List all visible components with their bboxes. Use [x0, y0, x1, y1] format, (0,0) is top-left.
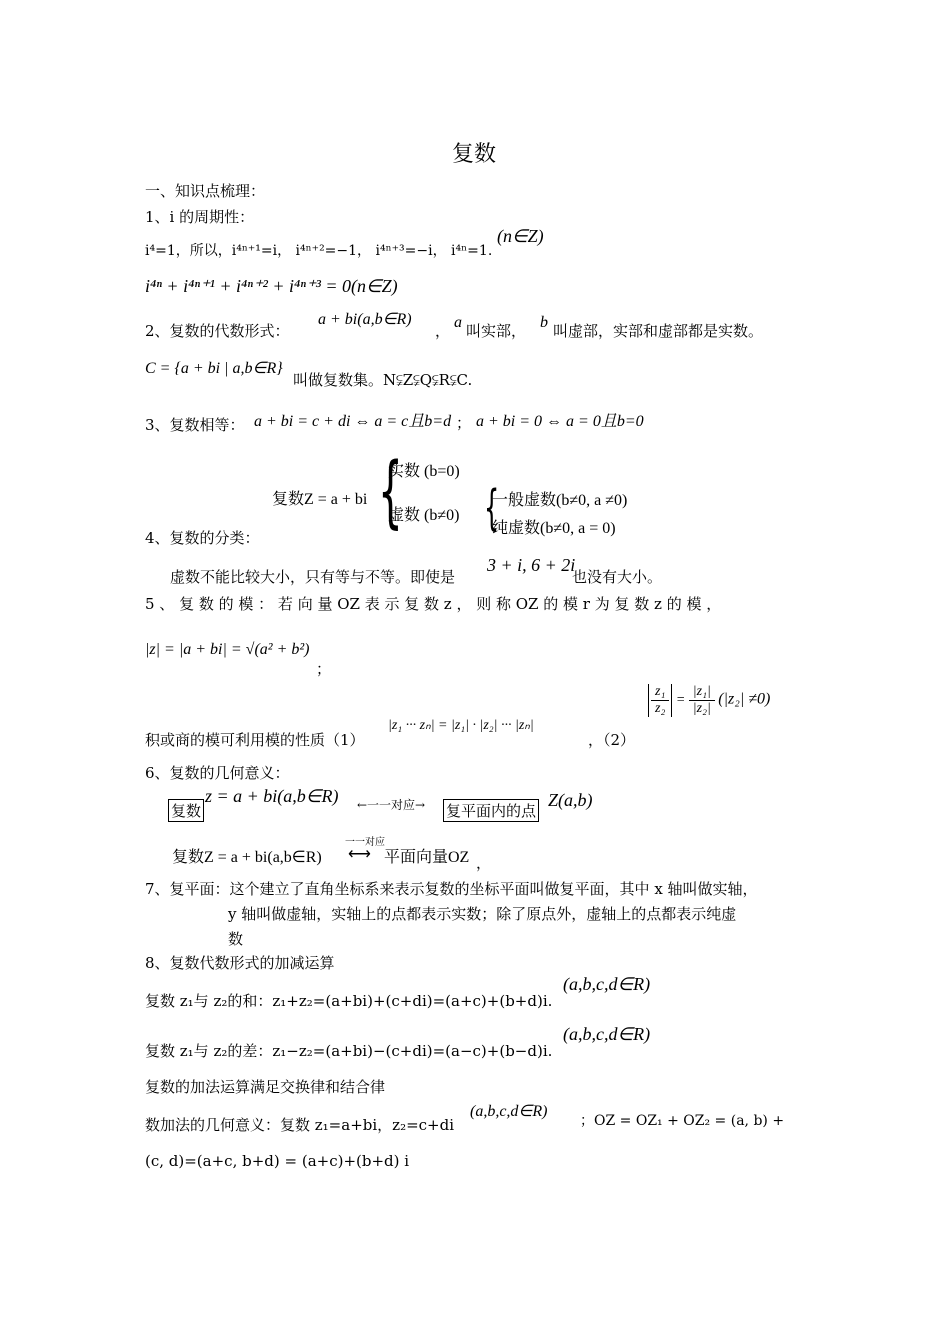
classification-root: 复数Z = a + bi	[272, 491, 368, 508]
modulus-property-2-label: ，（2）	[588, 731, 636, 749]
item-2-a-text: 叫实部，	[466, 322, 527, 340]
geometric-arrow-1: ←一一对应→	[357, 798, 426, 812]
item-2-b: b	[540, 314, 548, 331]
modulus-formula: |z| = |a + bi| = √(a² + b²)	[145, 641, 310, 658]
addition-laws: 复数的加法运算满足交换律和结合律	[145, 1078, 386, 1096]
section-outline: 一、知识点梳理：	[145, 182, 266, 200]
item-6-heading: 6、复数的几何意义：	[145, 764, 290, 782]
geometric-arrow-2-label: 一一对应	[345, 837, 385, 848]
geometric-formula-1: z = a + bi(a,b∈R)	[205, 786, 339, 806]
geometric-point: Z(a,b)	[548, 790, 593, 810]
item-5-text: 5 、 复 数 的 模 ： 若 向 量 OZ 表 示 复 数 z ， 则 称 OZ 的 模 r 为 复 数 z 的 模 ，	[145, 595, 722, 613]
sum-formula: 复数 z₁与 z₂的和：z₁+z₂=(a+bi)+(c+di)=(a+c)+(b+d)i.	[145, 992, 553, 1010]
sum-condition: (a,b,c,d∈R)	[563, 974, 651, 994]
item-3-separator: ；	[456, 414, 472, 432]
classification-general-imag: 一般虚数(b≠0, a ≠0)	[492, 492, 628, 509]
fraction-numerator: z₁	[651, 684, 669, 701]
classification-brace: {	[378, 447, 403, 537]
complex-set-text: 叫做复数集。N⫋Z⫋Q⫋R⫋C.	[293, 371, 473, 389]
item-2-b-text: 叫虚部，实部和虚部都是实数。	[553, 322, 764, 340]
geometric-box-complex: 复数	[168, 799, 204, 822]
complex-set-formula: C = {a + bi | a,b∈R}	[145, 360, 283, 377]
item-1-sum-formula: i⁴ⁿ + i⁴ⁿ⁺¹ + i⁴ⁿ⁺² + i⁴ⁿ⁺³ = 0(n∈Z)	[145, 276, 398, 296]
fraction-right-denominator: |z₂|	[692, 701, 711, 716]
item-4-heading: 4、复数的分类：	[145, 529, 260, 547]
fraction-right-numerator: |z₁|	[689, 684, 715, 701]
item-4-note-a: 虚数不能比较大小，只有等与不等。即使是	[170, 568, 456, 586]
item-7-line-c: 数	[228, 930, 244, 948]
item-7-line-a: 7、复平面：这个建立了直角坐标系来表示复数的坐标平面叫做复平面，其中 x 轴叫做实轴，	[145, 880, 758, 898]
item-4-note-formula: 3 + i, 6 + 2i	[487, 555, 576, 575]
difference-condition: (a,b,c,d∈R)	[563, 1024, 651, 1044]
item-3-prefix: 3、复数相等：	[145, 416, 245, 434]
addition-geometric-condition: (a,b,c,d∈R)	[470, 1103, 548, 1120]
item-7-line-b: y 轴叫做虚轴，实轴上的点都表示实数；除了原点外，虚轴上的点都表示纯虚	[228, 905, 737, 923]
item-4-note-b: 也没有大小。	[572, 568, 663, 586]
classification-sub-brace: {	[484, 480, 500, 536]
item-2-a: a	[454, 314, 462, 331]
item-1-heading: 1、i 的周期性：	[145, 208, 255, 226]
geometric-formula-2: 复数Z = a + bi(a,b∈R)	[172, 849, 322, 866]
fraction-denominator: z₂	[655, 701, 666, 716]
modulus-property-1: |z₁ ··· zₙ| = |z₁| · |z₂| ··· |zₙ|	[388, 718, 534, 733]
addition-geometric-b: (c, d)=(a+c, b+d) = (a+c)+(b+d) i	[145, 1152, 410, 1170]
addition-geometric-vector: ；OZ = OZ₁ + OZ₂ = (a, b) +	[580, 1113, 785, 1129]
item-3-formula-2: a + bi = 0 ⇔ a = 0且b=0	[476, 413, 644, 430]
modulus-property-text: 积或商的模可利用模的性质（1）	[145, 731, 365, 749]
geometric-end: ，	[476, 854, 492, 872]
difference-formula: 复数 z₁与 z₂的差：z₁−z₂=(a+bi)−(c+di)=(a−c)+(b−d)i.	[145, 1042, 553, 1060]
page-title: 复数	[452, 142, 497, 167]
item-3-formula-1: a + bi = c + di ⇔ a = c且b=d	[254, 413, 452, 430]
item-2-formula: a + bi(a,b∈R)	[318, 311, 412, 328]
item-2-comma: ，	[435, 322, 451, 340]
addition-geometric-a: 数加法的几何意义：复数 z₁=a+bi，z₂=c+di	[145, 1116, 455, 1134]
item-1-powers: i⁴=1，所以，i⁴ⁿ⁺¹=i， i⁴ⁿ⁺²=−1， i⁴ⁿ⁺³=−i， i⁴ⁿ=1.	[145, 243, 493, 259]
item-2-prefix: 2、复数的代数形式：	[145, 322, 290, 340]
item-1-condition: (n∈Z)	[497, 226, 544, 246]
modulus-semicolon: ；	[316, 660, 332, 678]
geometric-arrow-2: ⟷	[348, 846, 371, 863]
modulus-property-2: $\frac{\text{z₁}}{\text{z₂}}$ = $\frac{\text{|z₁|}}{\text{|z₂|}}$ (|z₂| ≠0)	[648, 684, 770, 717]
classification-pure-imag: 纯虚数(b≠0, a = 0)	[492, 520, 616, 537]
classification-real: 实数 (b=0)	[388, 463, 460, 480]
classification-imaginary: 虚数 (b≠0)	[388, 507, 460, 524]
geometric-box-point: 复平面内的点	[443, 799, 539, 822]
geometric-vector: 平面向量OZ	[384, 849, 470, 866]
fraction-condition: (|z₂| ≠0)	[718, 690, 771, 708]
item-8-heading: 8、复数代数形式的加减运算	[145, 954, 335, 972]
